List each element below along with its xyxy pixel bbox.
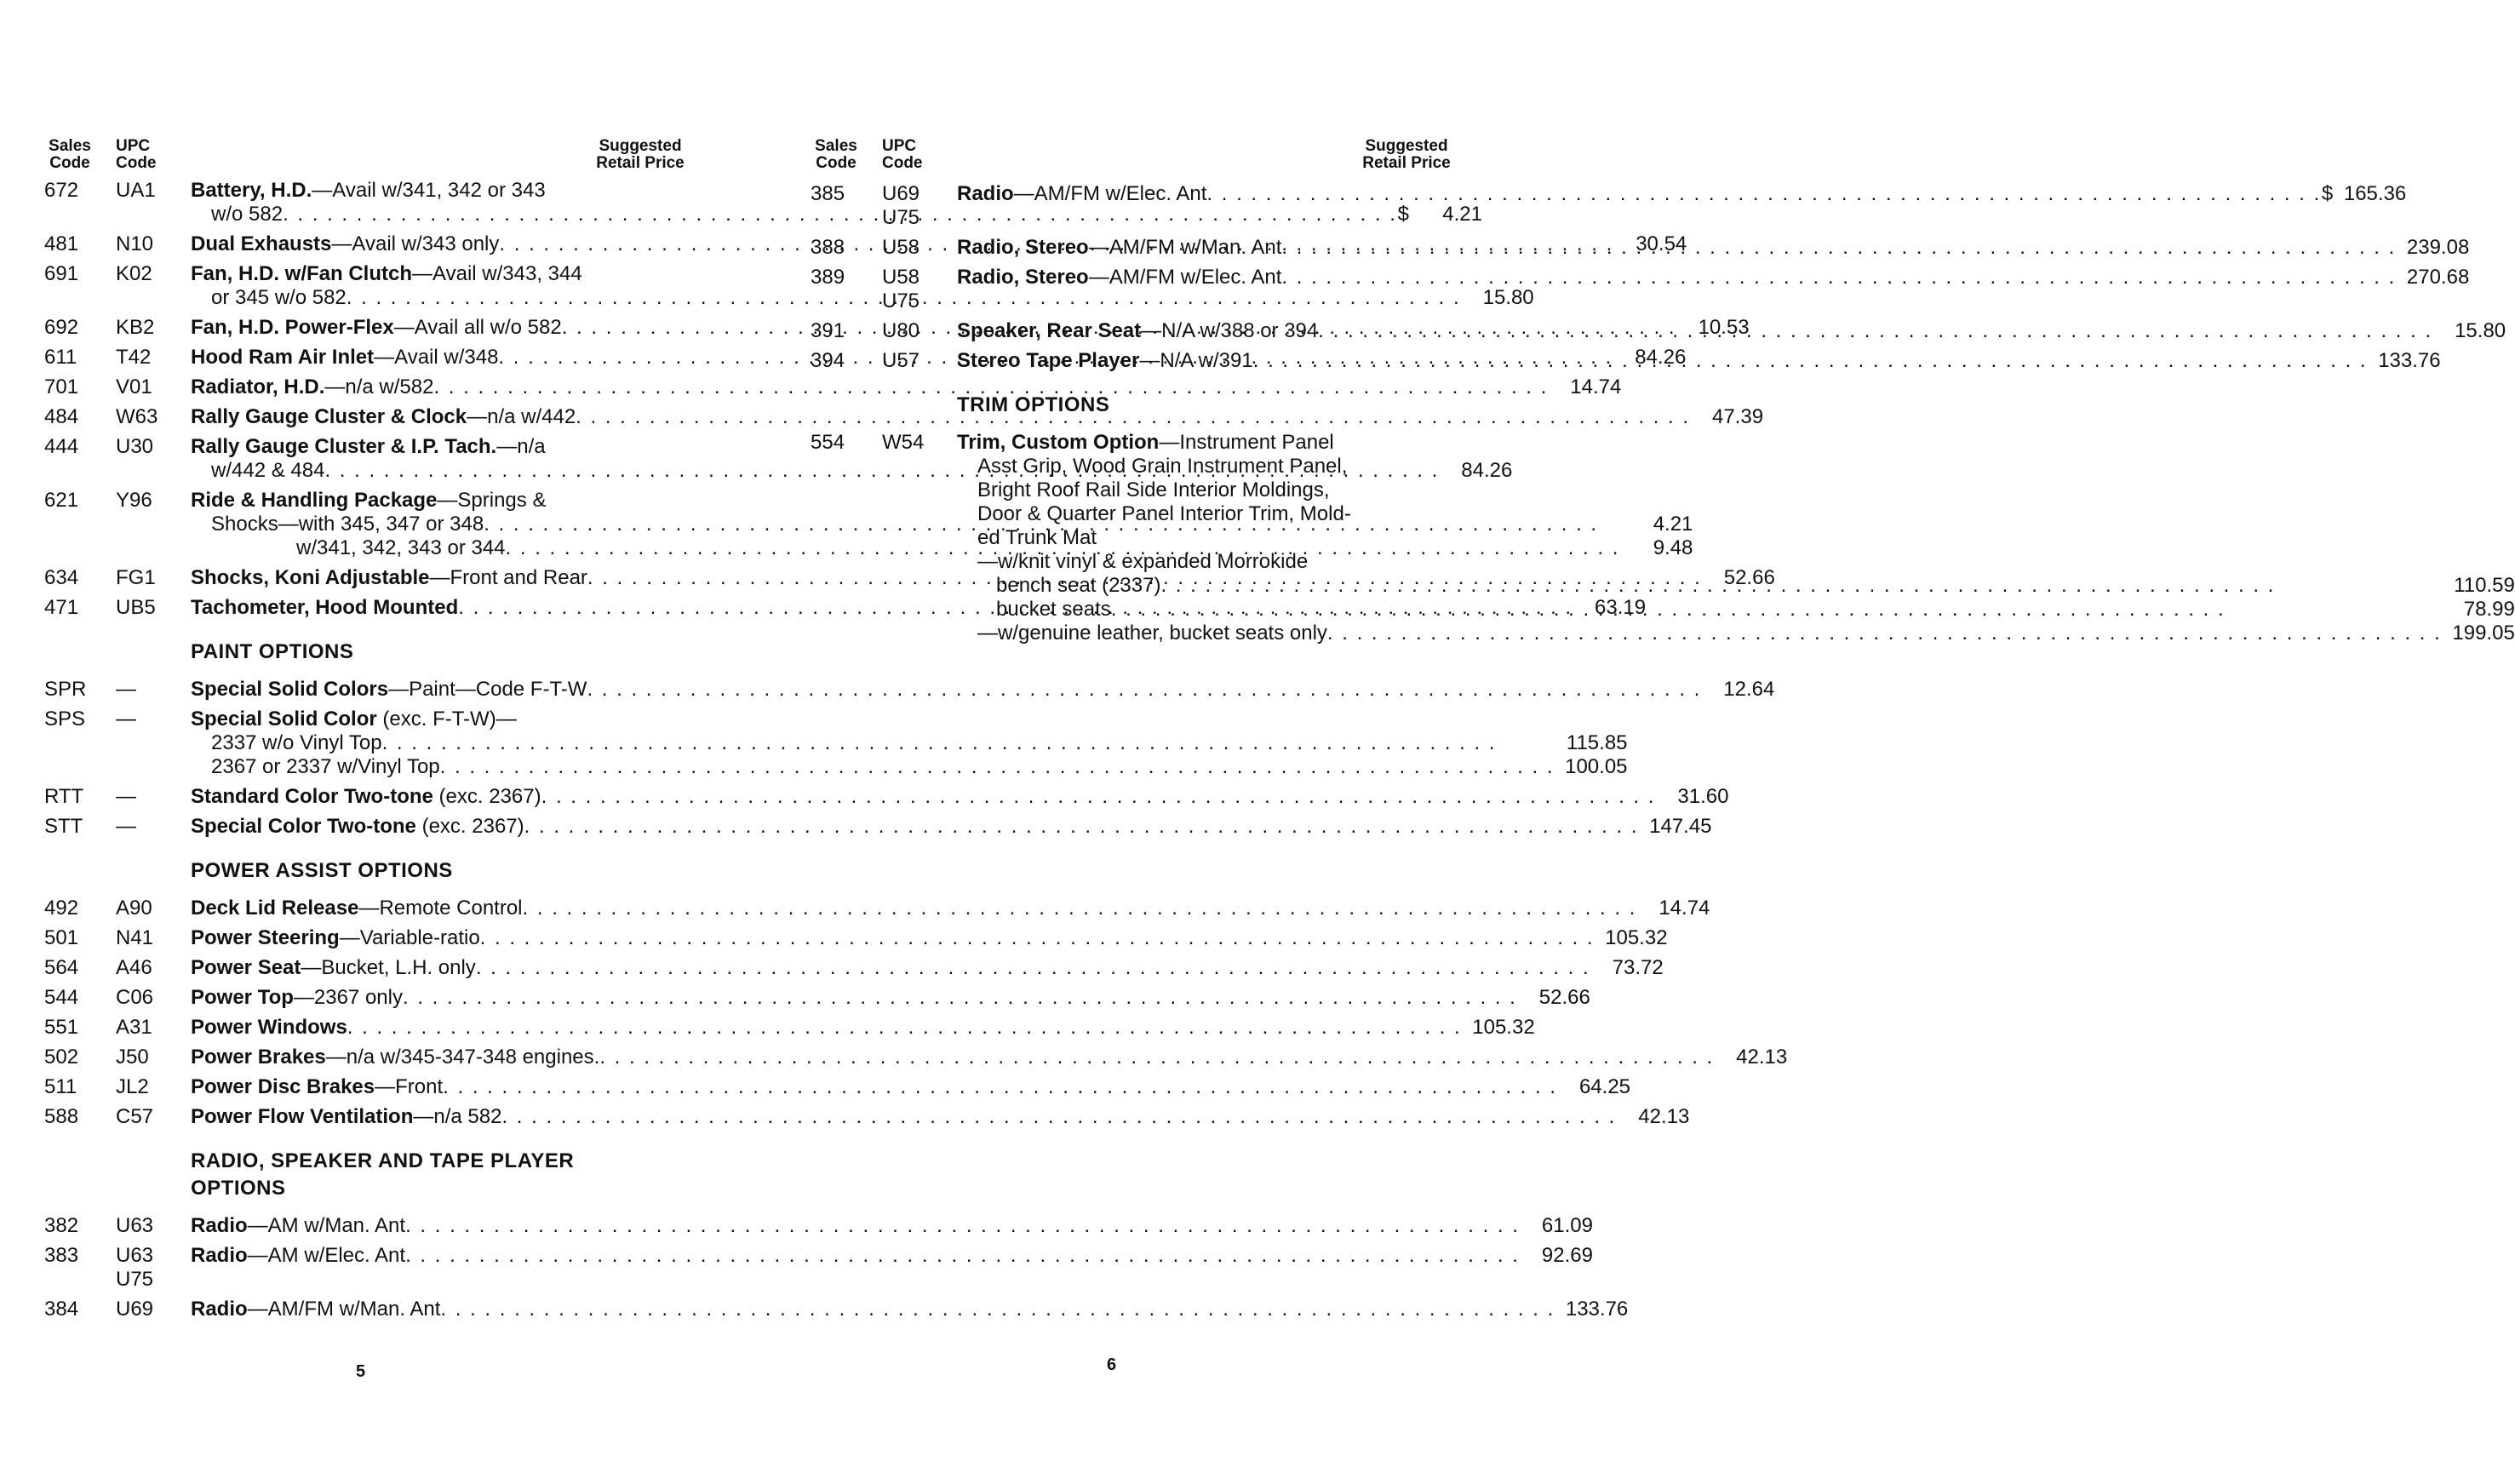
- sales-code: 544: [44, 986, 79, 1009]
- sales-code: 444: [44, 435, 79, 458]
- upc-code-1: U58: [882, 266, 920, 289]
- trim-detail-line: Asst Grip, Wood Grain Instrument Panel,: [977, 455, 1348, 478]
- sales-code: 634: [44, 566, 79, 589]
- upc-code: —: [116, 785, 136, 808]
- option-row: [44, 815, 1712, 839]
- option-description: [191, 1298, 1628, 1321]
- sales-code-header: Sales Code: [815, 137, 857, 172]
- price: 14.74: [1570, 375, 1622, 398]
- sales-code-header: Sales Code: [49, 137, 91, 172]
- price: 52.66: [1538, 986, 1590, 1009]
- page-number-left: 5: [356, 1362, 366, 1381]
- option-detail-cont: 2337 w/o Vinyl Top: [211, 731, 382, 754]
- option-description: [957, 236, 2469, 260]
- price: 105.32: [1605, 926, 1668, 949]
- price: 110.59: [2454, 574, 2515, 597]
- price: 84.26: [1461, 459, 1513, 482]
- upc-code: [882, 266, 957, 313]
- sales-code: 383: [44, 1244, 79, 1267]
- price: 199.05: [2452, 622, 2515, 645]
- price: 133.76: [1565, 1298, 1629, 1321]
- trim-sub-option: —w/genuine leather, bucket seats only: [977, 622, 1327, 645]
- section-title-radio: RADIO, SPEAKER AND TAPE PLAYER OPTIONS: [191, 1149, 575, 1200]
- price: 147.45: [1649, 815, 1712, 838]
- upc-code: U30: [116, 435, 154, 458]
- upc-code-1: U80: [882, 319, 920, 342]
- option-description: [191, 926, 1668, 950]
- option-detail: —Front and Rear: [429, 566, 587, 589]
- upc-code: K02: [116, 262, 152, 285]
- price: 15.80: [2455, 319, 2506, 342]
- upc-code-2: U75: [882, 206, 920, 229]
- sales-code: 511: [44, 1075, 77, 1098]
- upc-code: N41: [116, 926, 154, 949]
- upc-code: [882, 349, 957, 373]
- sales-code: 388: [811, 236, 845, 259]
- option-description: [957, 266, 2469, 313]
- option-description: [957, 349, 2441, 373]
- sales-code: 501: [44, 926, 79, 949]
- sales-code: 691: [44, 262, 79, 285]
- option-row: [44, 956, 1664, 980]
- upc-code-header: UPC Code: [882, 137, 923, 172]
- option-detail: —n/a: [496, 435, 546, 458]
- sales-code: 502: [44, 1046, 79, 1069]
- sales-code: 382: [44, 1214, 79, 1237]
- option-title: Radio, Stereo: [957, 236, 1089, 259]
- price: 73.72: [1612, 956, 1664, 979]
- option-detail: —n/a w/582: [324, 375, 434, 398]
- option-description: [191, 1244, 1593, 1292]
- sales-code: 384: [44, 1298, 79, 1321]
- trim-sub-option: —w/knit vinyl & expanded Morrokide: [977, 550, 1309, 573]
- option-detail: —AM/FM w/Elec. Ant: [1013, 182, 1207, 205]
- option-title: Special Solid Colors: [191, 678, 389, 701]
- price: 61.09: [1541, 1214, 1593, 1237]
- option-detail: —Instrument Panel: [1159, 431, 1334, 454]
- upc-code-2: U75: [882, 289, 920, 312]
- option-row: [44, 986, 1590, 1010]
- option-detail: —Avail w/348: [374, 346, 499, 369]
- option-title: Radio: [957, 182, 1014, 205]
- upc-code: A46: [116, 956, 152, 979]
- price: 30.54: [1636, 232, 1687, 255]
- option-title: Tachometer, Hood Mounted: [191, 596, 459, 619]
- upc-code-1: U58: [882, 236, 920, 259]
- section-title-trim: TRIM OPTIONS: [957, 393, 1110, 416]
- sales-code: SPS: [44, 708, 86, 731]
- option-detail: —n/a 582: [413, 1105, 502, 1128]
- option-title: Radio: [191, 1214, 248, 1237]
- sales-code: 621: [44, 489, 79, 512]
- option-detail: —Remote Control: [358, 897, 523, 920]
- option-detail: —N/A w/388 or 394: [1141, 319, 1319, 342]
- upc-code: W54: [882, 431, 925, 454]
- option-description: [191, 708, 1628, 779]
- option-row: [44, 1075, 1631, 1099]
- price: 78.99: [2463, 598, 2515, 621]
- option-row: [44, 375, 1622, 399]
- option-description: [191, 1016, 1535, 1040]
- trim-item-label: bucket seats: [996, 598, 1111, 621]
- sales-code: 672: [44, 179, 79, 202]
- option-detail: —n/a w/442: [467, 405, 576, 428]
- option-detail-cont: w/o 582: [211, 203, 284, 226]
- option-title: Battery, H.D.: [191, 179, 312, 202]
- option-detail: —AM w/Elec. Ant: [247, 1244, 406, 1267]
- option-title: Special Color Two-tone: [191, 815, 416, 838]
- option-title: Radio, Stereo: [957, 266, 1089, 289]
- option-row: [44, 1298, 1629, 1321]
- upc-code: UB5: [116, 596, 156, 619]
- option-description: [191, 678, 1774, 702]
- option-detail: (exc. 2367): [433, 785, 541, 808]
- option-detail: —Springs &: [437, 489, 547, 512]
- option-title: Power Brakes: [191, 1046, 326, 1069]
- price: 9.48: [1653, 536, 1693, 559]
- option-detail-cont: w/341, 342, 343 or 344: [296, 536, 506, 559]
- sales-code: 492: [44, 897, 79, 920]
- upc-code: —: [116, 815, 136, 838]
- option-detail: (exc. F-T-W)—: [376, 708, 517, 731]
- trim-item-label: bench seat (2337): [996, 574, 1161, 597]
- price: 64.25: [1578, 1075, 1631, 1098]
- section-title-paint: PAINT OPTIONS: [191, 640, 354, 663]
- price: 10.53: [1698, 316, 1750, 339]
- option-detail: —AM/FM w/Man. Ant: [1088, 236, 1282, 259]
- trim-detail-line: Door & Quarter Panel Interior Trim, Mold-: [977, 502, 1351, 525]
- option-title: Trim, Custom Option: [957, 431, 1160, 454]
- sales-code: STT: [44, 815, 83, 838]
- upc-code: A90: [116, 897, 152, 920]
- option-detail: —Avail w/343 only: [331, 232, 500, 255]
- option-title: Power Top: [191, 986, 294, 1009]
- option-title: Fan, H.D. w/Fan Clutch: [191, 262, 413, 285]
- price: 31.60: [1677, 785, 1729, 808]
- price: 270.68: [2406, 266, 2470, 289]
- option-detail: —AM/FM w/Elec. Ant: [1088, 266, 1282, 289]
- option-description: [191, 1214, 1593, 1238]
- upc-code: JL2: [116, 1075, 149, 1098]
- option-title: Shocks, Koni Adjustable: [191, 566, 430, 589]
- option-title: Radio: [191, 1298, 248, 1321]
- option-description: [191, 956, 1664, 980]
- retail-price-header: Suggested Retail Price: [1362, 137, 1451, 172]
- option-detail: —AM w/Man. Ant: [247, 1214, 406, 1237]
- price: 52.66: [1723, 566, 1775, 589]
- section-title-power-assist: POWER ASSIST OPTIONS: [191, 859, 453, 882]
- option-description: [191, 1046, 1787, 1069]
- upc-code: KB2: [116, 316, 155, 339]
- upc-code-1: U69: [116, 1298, 154, 1321]
- upc-code: UA1: [116, 179, 156, 202]
- option-description: [191, 986, 1590, 1010]
- page-number-right: 6: [1107, 1355, 1117, 1374]
- column-header: [44, 104, 691, 172]
- upc-code: FG1: [116, 566, 156, 589]
- retail-price-header: Suggested Retail Price: [596, 137, 685, 172]
- upc-code-1: U63: [116, 1214, 154, 1237]
- price: 12.64: [1723, 678, 1775, 701]
- upc-code: —: [116, 708, 136, 731]
- option-description: [191, 1075, 1630, 1099]
- currency-symbol: $: [1397, 203, 1409, 226]
- option-title: Rally Gauge Cluster & Clock: [191, 405, 467, 428]
- sales-code: 481: [44, 232, 79, 255]
- upc-code-header: UPC Code: [116, 137, 157, 172]
- option-title: Hood Ram Air Inlet: [191, 346, 375, 369]
- upc-code-1: U69: [882, 182, 920, 205]
- option-row: [44, 1105, 1690, 1129]
- option-description: [191, 785, 1728, 809]
- option-detail: —2367 only: [293, 986, 403, 1009]
- option-detail-cont: Shocks—with 345, 347 or 348: [211, 513, 484, 536]
- upc-code: —: [116, 678, 136, 701]
- sales-code: 692: [44, 316, 79, 339]
- column-header: [811, 104, 1458, 172]
- option-title: Stereo Tape Player: [957, 349, 1140, 372]
- upc-code: W63: [116, 405, 158, 428]
- option-title: Ride & Handling Package: [191, 489, 438, 512]
- price: 239.08: [2406, 236, 2470, 259]
- option-detail: —AM/FM w/Man. Ant: [247, 1298, 441, 1321]
- price: 133.76: [2378, 349, 2441, 372]
- upc-code: V01: [116, 375, 152, 398]
- option-detail: —Avail w/343, 344: [412, 262, 582, 285]
- price: 14.74: [1659, 897, 1710, 920]
- upc-code: [882, 236, 957, 260]
- option-detail-cont: w/442 & 484: [211, 459, 325, 482]
- option-description: [957, 431, 2515, 645]
- option-row: [44, 708, 1628, 779]
- sales-code: 611: [44, 346, 77, 369]
- option-detail: —Bucket, L.H. only: [301, 956, 476, 979]
- option-row: [44, 897, 1710, 920]
- upc-code: C57: [116, 1105, 154, 1128]
- currency-symbol: $: [2321, 182, 2334, 205]
- option-title: Special Solid Color: [191, 708, 377, 731]
- option-title: Radio: [191, 1244, 248, 1267]
- sales-code: 588: [44, 1105, 79, 1128]
- option-row: [44, 785, 1729, 809]
- upc-code: Y96: [116, 489, 152, 512]
- option-title: Power Flow Ventilation: [191, 1105, 414, 1128]
- option-detail: —Front: [375, 1075, 444, 1098]
- upc-code: C06: [116, 986, 154, 1009]
- upc-code: [116, 1298, 191, 1321]
- price: 115.85: [1566, 731, 1628, 754]
- option-detail-cont: 2367 or 2337 w/Vinyl Top: [211, 755, 440, 778]
- option-row: [44, 1244, 1593, 1292]
- sales-code: 564: [44, 956, 79, 979]
- option-row: [44, 1214, 1593, 1238]
- option-detail: —n/a w/345-347-348 engines.: [325, 1046, 600, 1069]
- price: 63.19: [1595, 596, 1647, 619]
- sales-code: 484: [44, 405, 79, 428]
- upc-code: T42: [116, 346, 152, 369]
- option-detail-cont: or 345 w/o 582: [211, 286, 347, 309]
- option-title: Standard Color Two-tone: [191, 785, 433, 808]
- option-description: [957, 182, 2406, 230]
- option-row: [44, 405, 1764, 429]
- sales-code: 389: [811, 266, 845, 289]
- option-title: Speaker, Rear Seat: [957, 319, 1142, 342]
- option-title: Dual Exhausts: [191, 232, 332, 255]
- upc-code-1: U57: [882, 349, 920, 372]
- option-title: Radiator, H.D.: [191, 375, 325, 398]
- option-description: [191, 1105, 1689, 1129]
- option-detail: —Variable-ratio: [339, 926, 480, 949]
- option-title: Power Disc Brakes: [191, 1075, 375, 1098]
- upc-code: J50: [116, 1046, 149, 1069]
- price: 47.39: [1711, 405, 1764, 428]
- option-detail: —Avail all w/o 582: [393, 316, 562, 339]
- sales-code: 554: [811, 431, 845, 454]
- sales-code: 385: [811, 182, 845, 205]
- option-detail: —Paint—Code F-T-W: [388, 678, 587, 701]
- upc-code: [882, 182, 957, 230]
- trim-detail-line: ed Trunk Mat: [977, 526, 1097, 549]
- sales-code: 551: [44, 1016, 79, 1039]
- option-title: Fan, H.D. Power-Flex: [191, 316, 394, 339]
- option-title: Power Seat: [191, 956, 301, 979]
- option-title: Rally Gauge Cluster & I.P. Tach.: [191, 435, 497, 458]
- sales-code: 701: [44, 375, 79, 398]
- option-row: [44, 678, 1775, 702]
- price: 165.36: [2343, 182, 2407, 205]
- sales-code: 391: [811, 319, 845, 342]
- price: 4.21: [1653, 513, 1693, 536]
- option-detail: —Avail w/341, 342 or 343: [312, 179, 546, 202]
- upc-code: A31: [116, 1016, 152, 1039]
- price: 92.69: [1541, 1244, 1593, 1267]
- price: 100.05: [1565, 755, 1628, 778]
- sales-code: 471: [44, 596, 79, 619]
- price: 15.80: [1482, 286, 1534, 309]
- sales-code: RTT: [44, 785, 84, 808]
- option-detail: (exc. 2367): [415, 815, 524, 838]
- option-title: Power Windows: [191, 1016, 347, 1039]
- price: 42.13: [1638, 1105, 1690, 1128]
- upc-code: [116, 1214, 191, 1238]
- price: 42.13: [1736, 1046, 1788, 1069]
- price: 84.26: [1635, 346, 1687, 369]
- option-title: Power Steering: [191, 926, 340, 949]
- option-description: [957, 319, 2506, 343]
- price: 4.21: [1442, 203, 1482, 226]
- option-row: [44, 926, 1668, 950]
- upc-code: [116, 1244, 191, 1292]
- option-title: Deck Lid Release: [191, 897, 359, 920]
- upc-code: [882, 319, 957, 343]
- sales-code: SPR: [44, 678, 87, 701]
- trim-detail-line: Bright Roof Rail Side Interior Moldings,: [977, 478, 1330, 501]
- option-description: [191, 815, 1712, 839]
- option-detail: —N/A w/391: [1139, 349, 1253, 372]
- upc-code: N10: [116, 232, 154, 255]
- upc-code-2: U75: [116, 1268, 154, 1291]
- option-row: [44, 1046, 1788, 1069]
- sales-code: 394: [811, 349, 845, 372]
- option-description: [191, 897, 1710, 920]
- price: 105.32: [1472, 1016, 1535, 1039]
- option-row: [44, 1016, 1535, 1040]
- upc-code-1: U63: [116, 1244, 154, 1267]
